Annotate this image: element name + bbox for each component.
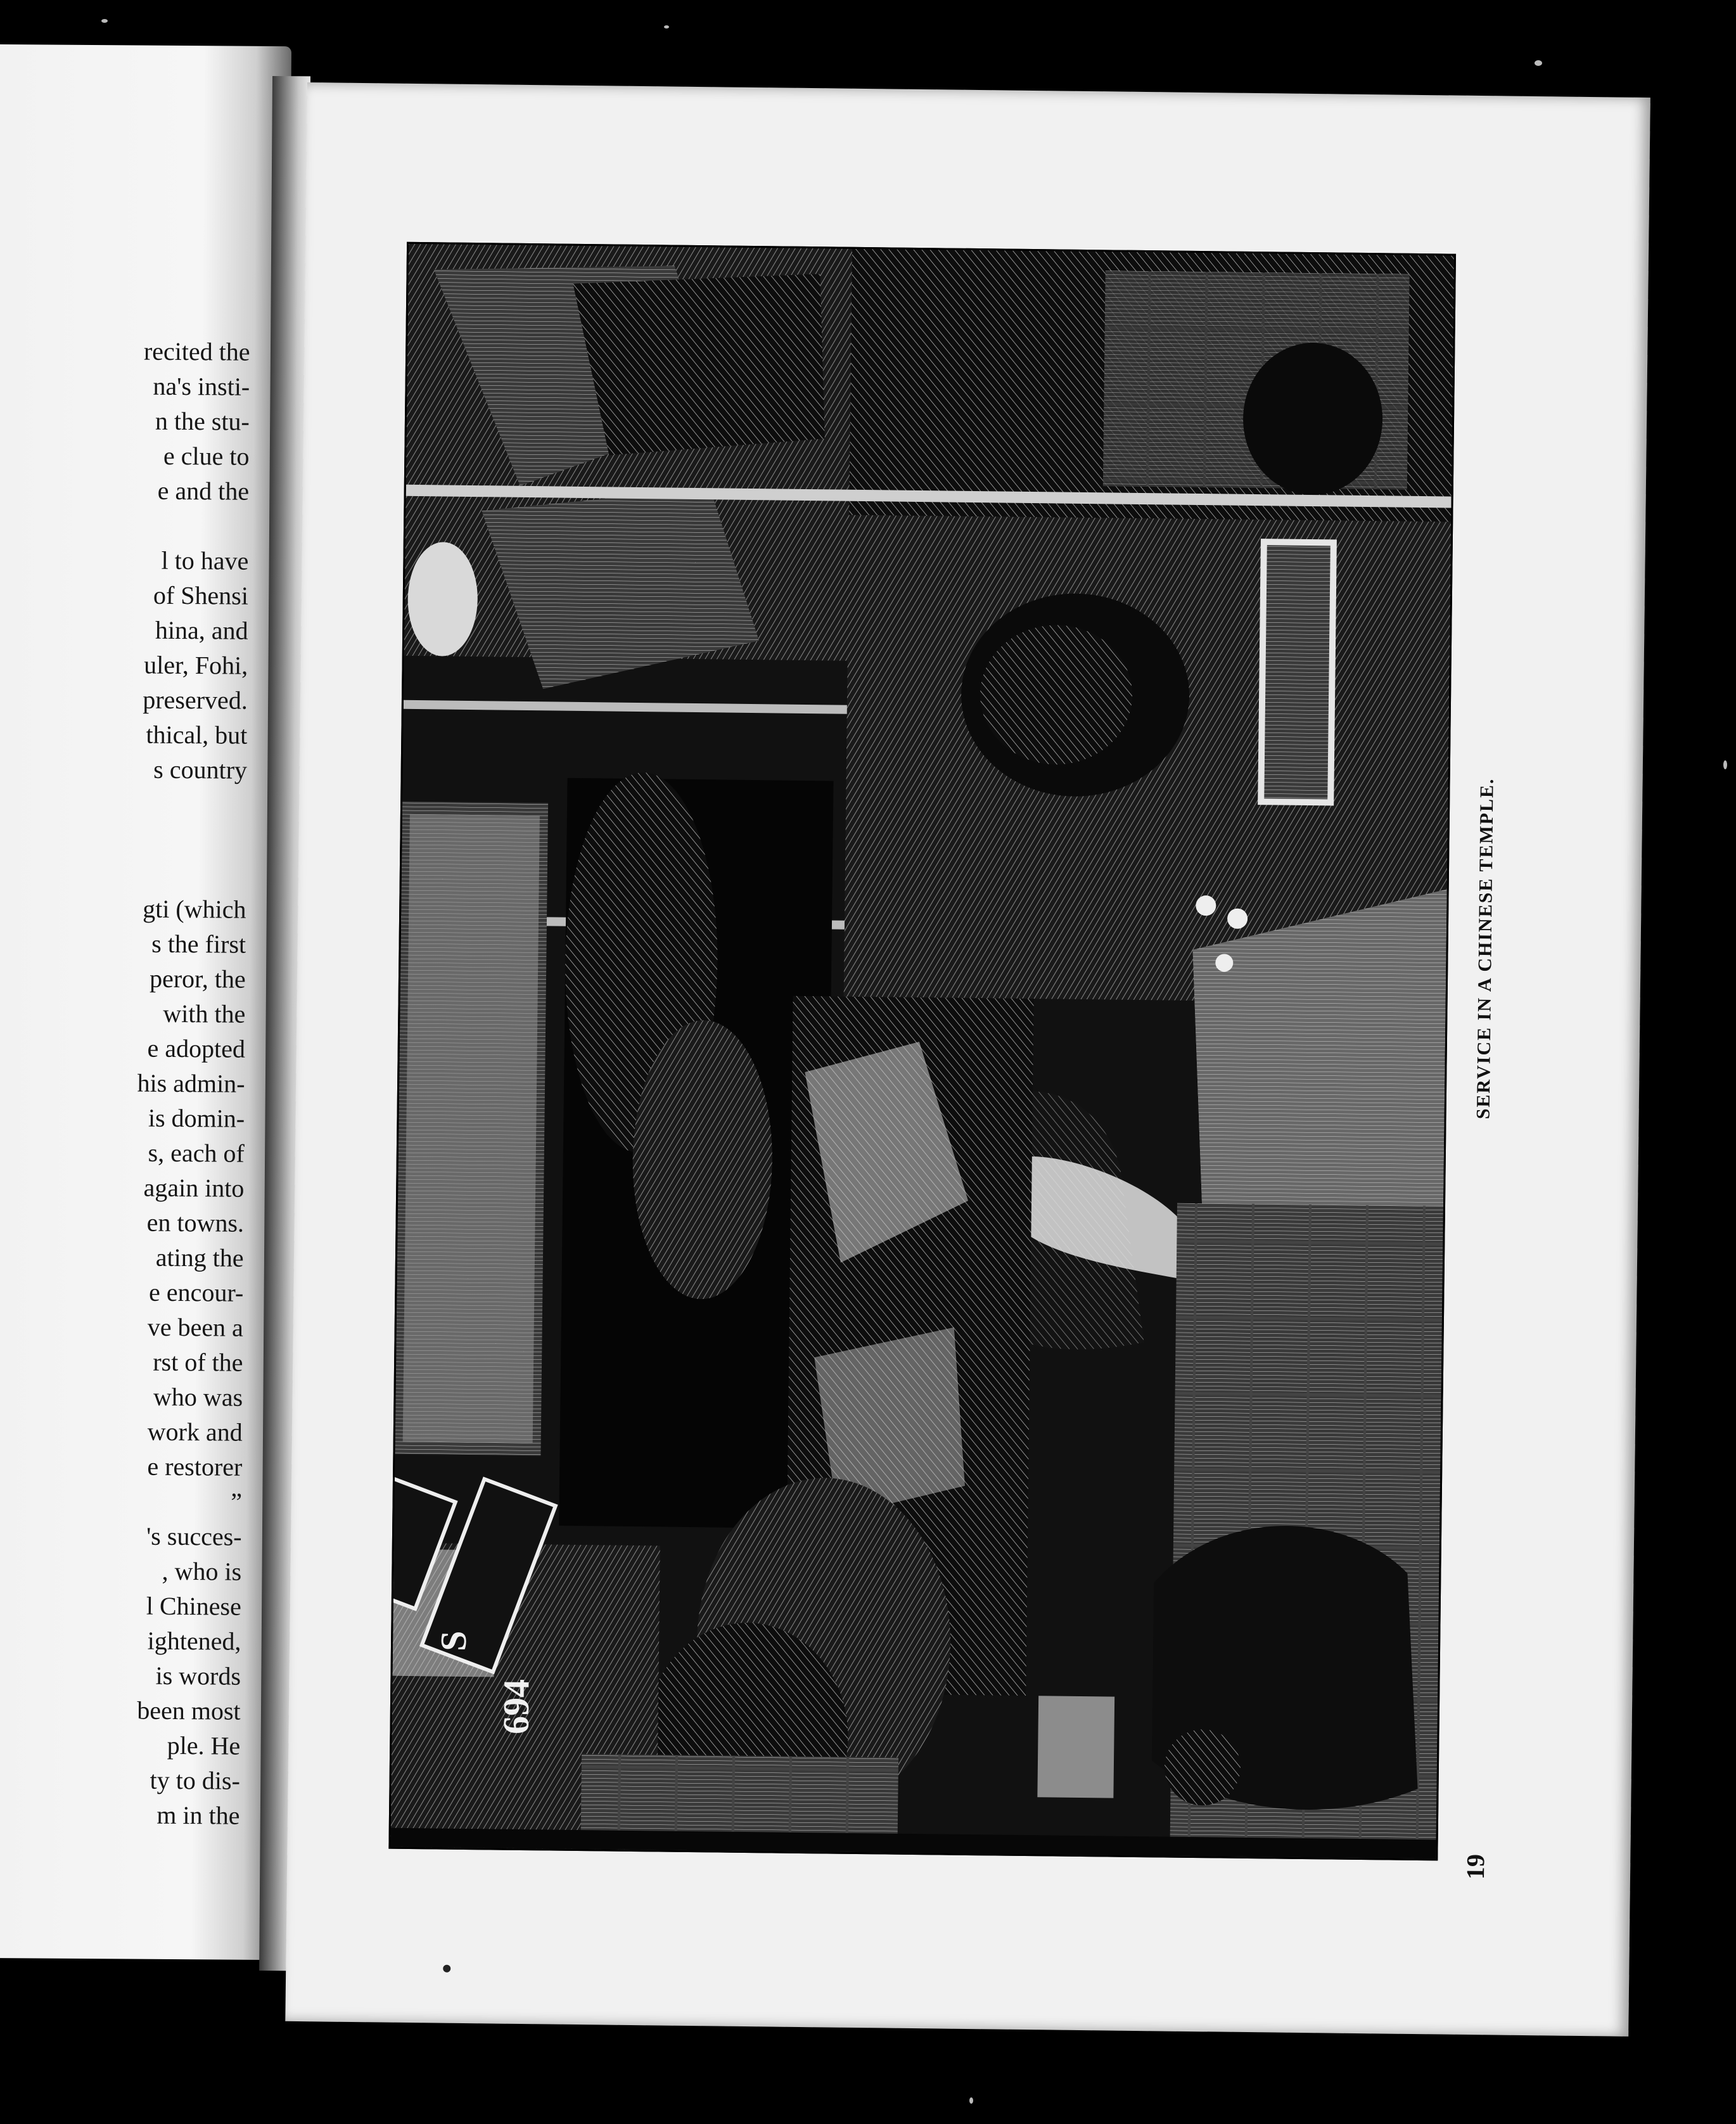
left-page-line: rst of the (153, 1347, 243, 1377)
left-page-line: is words (155, 1661, 241, 1691)
left-page (0, 44, 291, 1960)
scan-speck (664, 25, 669, 29)
left-page-line: l Chinese (146, 1591, 241, 1621)
left-page-line: s, each of (148, 1138, 245, 1168)
left-page-line: preserved. (143, 685, 248, 715)
left-page-line: ve been a (147, 1312, 244, 1342)
left-page-line: na's insti- (153, 371, 250, 401)
left-page-line: uler, Fohi, (144, 650, 248, 680)
left-page-line: his admin- (137, 1068, 245, 1098)
left-page-line: m in the (156, 1800, 240, 1830)
left-page-line: ating the (155, 1243, 244, 1272)
scan-speck (1723, 760, 1727, 769)
left-page-line (0, 855, 246, 892)
left-page-line: with the (163, 999, 246, 1028)
left-page-line: hina, and (155, 615, 248, 645)
left-page-line: s country (153, 755, 248, 784)
left-page-line (0, 506, 249, 544)
left-page-line: is domin- (148, 1103, 245, 1133)
left-page-line: n the stu- (155, 406, 250, 436)
page-mark (443, 1965, 450, 1973)
left-page-line: again into (143, 1173, 245, 1203)
left-page-line: ” (231, 1487, 243, 1516)
left-page-line: e encour- (148, 1277, 244, 1307)
left-page-line: e restorer (147, 1452, 243, 1481)
image-label-s: S (432, 1630, 475, 1652)
left-page-text (0, 332, 250, 1833)
left-page-line: 's succes- (146, 1521, 242, 1551)
left-page-line (0, 820, 246, 857)
left-page-line: been most (137, 1696, 241, 1725)
temple-engraving (388, 242, 1456, 1861)
scan-speck (101, 19, 108, 23)
scan-speck (1535, 60, 1542, 66)
left-page-line: e clue to (163, 441, 250, 471)
left-page-line: recited the (143, 336, 250, 366)
left-page-line: ty to dis- (150, 1765, 241, 1795)
left-page-line: , who is (162, 1556, 242, 1586)
image-label-number: 694 (495, 1679, 537, 1735)
left-page-line: peror, the (149, 964, 246, 994)
scan-speck (969, 2097, 973, 2104)
left-page-line: e and the (157, 476, 250, 506)
left-page-line: s the first (151, 929, 246, 959)
left-page-line: who was (153, 1382, 243, 1412)
left-page-line: en towns. (146, 1208, 245, 1238)
left-page-line: l to have (161, 546, 249, 575)
left-page-line: e adopted (147, 1033, 246, 1063)
left-page-line: work and (147, 1417, 243, 1447)
left-page-line (0, 785, 247, 822)
caption-text: SERVICE IN A CHINESE TEMPLE. (1472, 777, 1498, 1120)
left-page-line: ightened, (147, 1626, 241, 1656)
engraving-illustration (390, 244, 1454, 1859)
right-page (285, 82, 1650, 2037)
left-page-line: ple. He (167, 1731, 241, 1760)
left-page-line: of Shensi (153, 580, 249, 610)
page-number-text: 19 (1460, 1853, 1490, 1880)
left-page-line: thical, but (146, 720, 248, 750)
left-page-line: gti (which (143, 894, 246, 924)
